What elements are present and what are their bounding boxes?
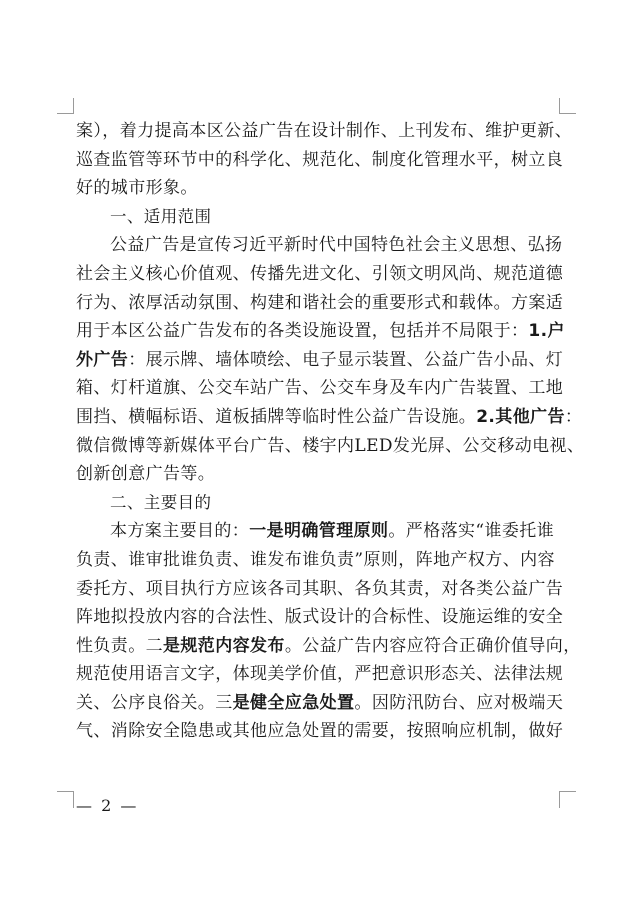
crop-mark-top-left — [57, 113, 74, 114]
crop-mark-bottom-left — [73, 791, 74, 808]
bold-term: 2.其他广告 — [476, 406, 565, 427]
paragraph-line — [76, 317, 565, 346]
text-run: ：展示牌、墙体喷绘、电子显示装置、公益广告小品、灯 — [128, 349, 564, 370]
text-run: ： — [564, 406, 583, 427]
bold-term: 是健全应急处置 — [232, 692, 355, 713]
text-run: 围挡、横幅标语、道板插牌等临时性公益广告设施。 — [76, 406, 477, 427]
text-run: 本方案主要目的： — [110, 521, 250, 542]
paragraph-line: 气、消除安全隐患或其他应急处置的需要，按照响应机制，做好 — [76, 721, 564, 742]
text-run: 。严格落实“谁委托谁 — [388, 521, 555, 542]
crop-mark-top-left — [73, 98, 74, 114]
crop-mark-bottom-right — [559, 791, 560, 808]
bold-term: 一是明确管理原则 — [249, 521, 389, 542]
paragraph-line — [76, 403, 583, 432]
section-heading-purpose: 二、主要目的 — [110, 492, 212, 512]
section-heading-scope: 一、适用范围 — [110, 206, 212, 226]
paragraph-line: 好的城市形象。 — [76, 178, 198, 199]
crop-mark-top-right — [559, 98, 560, 114]
paragraph-line: 规范使用语言文字，体现美学价值，严把意识形态关、法律法规 — [76, 664, 564, 685]
paragraph-line: 箱、灯杆道旗、公交车站广告、公交车身及车内广告装置、工地 — [76, 378, 564, 399]
text-run: 用于本区公益广告发布的各类设施设置，包括并不局限于： — [76, 321, 529, 342]
document-body — [76, 117, 585, 746]
paragraph-line — [76, 346, 564, 375]
paragraph-line: 微信微博等新媒体平台广告、楼宇内LED发光屏、公交移动电视、 — [76, 435, 585, 456]
paragraph-line: 创新创意广告等。 — [76, 464, 216, 485]
paragraph-line: 委托方、项目执行方应该各司其职、各负其责，对各类公益广告 — [76, 578, 564, 599]
paragraph-line: 案），着力提高本区公益广告在设计制作、上刊发布、维护更新、 — [76, 121, 573, 141]
paragraph-line: 行为、浓厚活动氛围、构建和谐社会的重要形式和载体。方案适 — [76, 292, 564, 313]
text-run: 关、公序良俗关。三 — [76, 692, 233, 713]
paragraph-line: 公益广告是宣传习近平新时代中国特色社会主义思想、弘扬 — [110, 235, 563, 256]
paragraph-line — [76, 632, 581, 661]
text-run: 性负责。二 — [76, 635, 163, 656]
paragraph-line: 社会主义核心价值观、传播先进文化、引领文明风尚、规范道德 — [76, 263, 564, 284]
crop-mark-bottom-left — [57, 791, 74, 792]
text-run: 。因防汛防台、应对极端天 — [354, 692, 564, 713]
paragraph-line: 巡查监管等环节中的科学化、规范化、制度化管理水平，树立良 — [76, 149, 564, 170]
paragraph-line: 阵地拟投放内容的合法性、版式设计的合标性、设施运维的安全 — [76, 607, 564, 628]
bold-term: 外广告 — [76, 349, 129, 370]
paragraph-line — [76, 517, 559, 546]
bold-term: 1.户 — [528, 321, 565, 342]
paragraph-line: 负责、谁审批谁负责、谁发布谁负责”原则，阵地产权方、内容 — [76, 549, 555, 570]
crop-mark-bottom-right — [559, 791, 576, 792]
bold-term: 是规范内容发布 — [163, 635, 285, 656]
page-number: — 2 — — [76, 796, 139, 815]
crop-mark-top-right — [559, 113, 576, 114]
text-run: 。公益广告内容应符合正确价值导向， — [284, 635, 581, 656]
paragraph-line — [76, 689, 564, 718]
